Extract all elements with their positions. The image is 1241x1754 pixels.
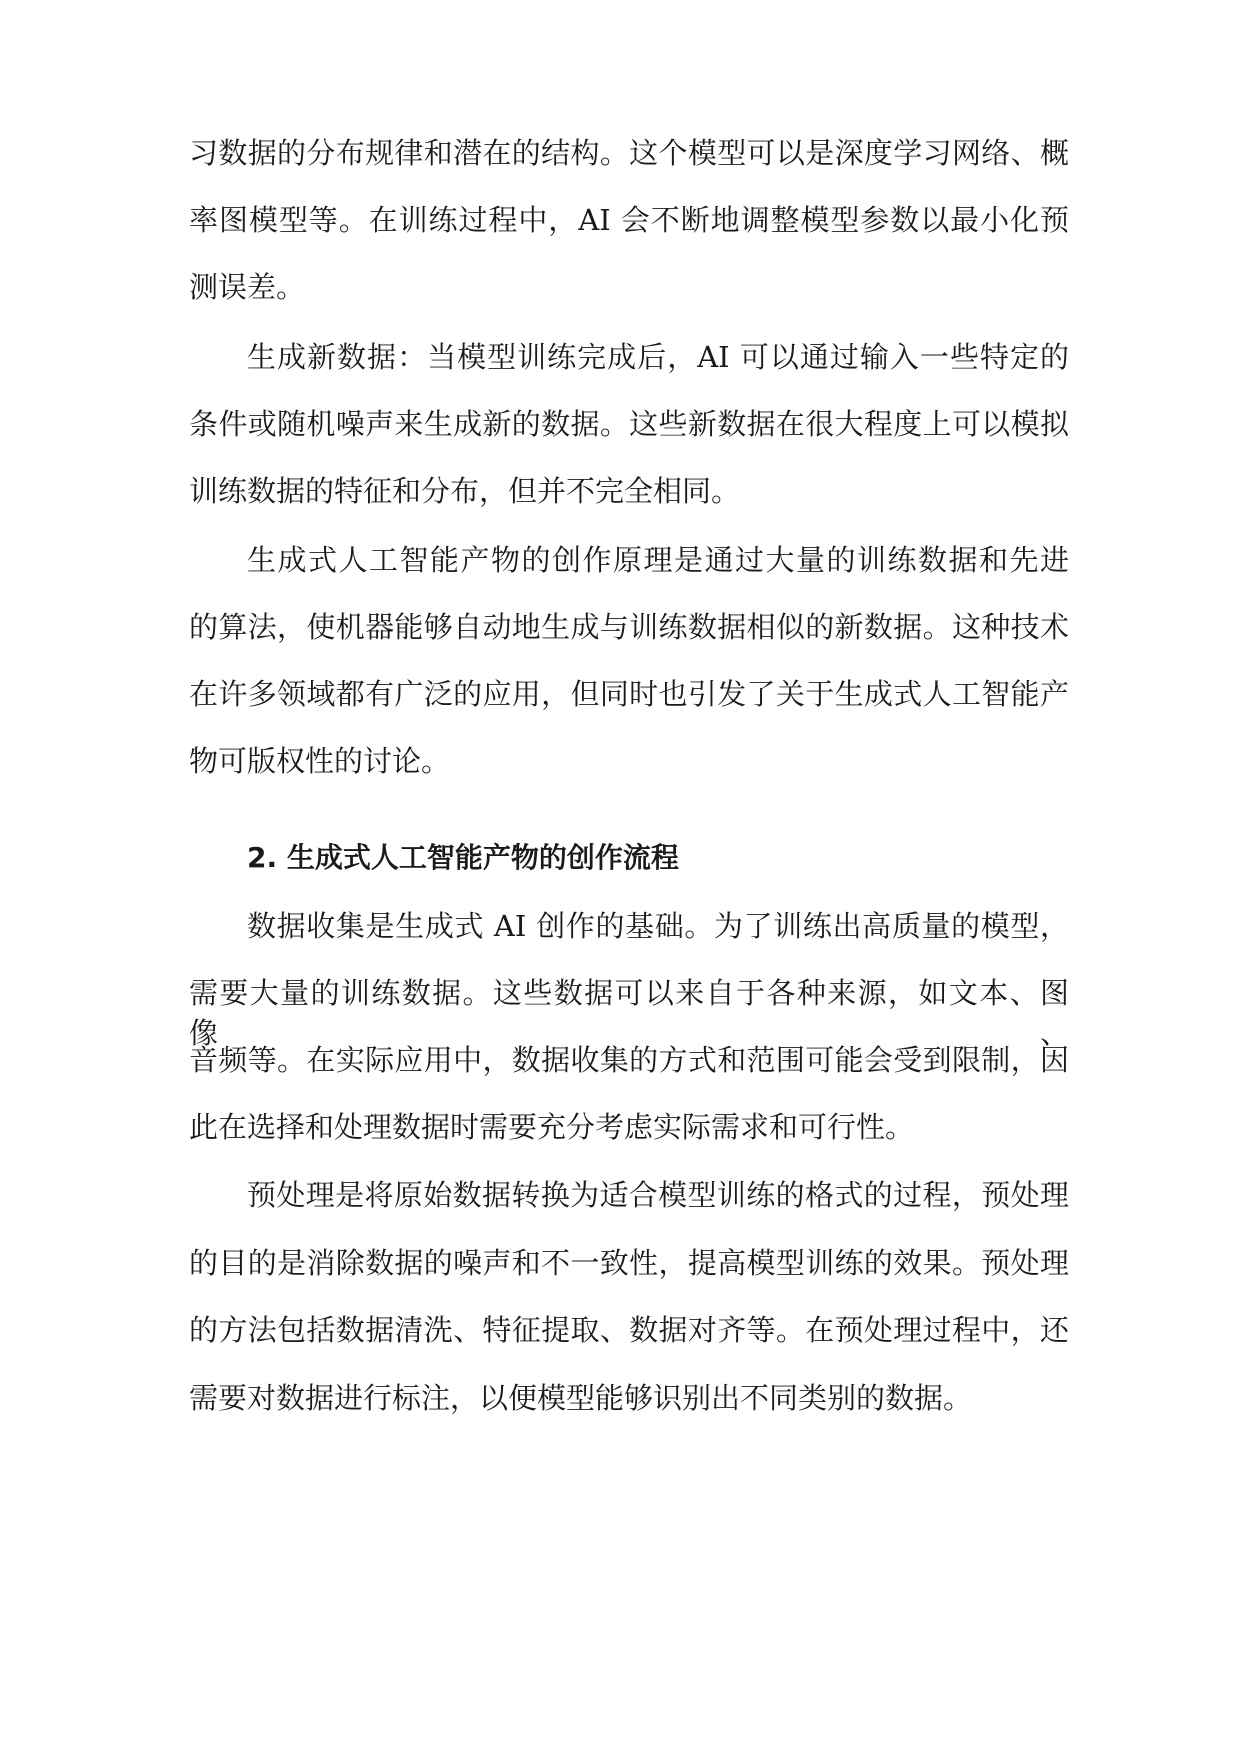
paragraph-line: 生成式人工智能产物的创作原理是通过大量的训练数据和先进 <box>247 543 1069 577</box>
paragraph-line: 的算法，使机器能够自动地生成与训练数据相似的新数据。这种技术 <box>189 610 1069 644</box>
paragraph-line: 习数据的分布规律和潜在的结构。这个模型可以是深度学习网络、概 <box>189 136 1069 170</box>
paragraph-line: 预处理是将原始数据转换为适合模型训练的格式的过程，预处理 <box>247 1178 1069 1212</box>
paragraph-line: 率图模型等。在训练过程中，AI 会不断地调整模型参数以最小化预 <box>189 203 1069 237</box>
paragraph-line: 需要对数据进行标注，以便模型能够识别出不同类别的数据。 <box>189 1381 973 1415</box>
paragraph-line: 需要大量的训练数据。这些数据可以来自于各种来源，如文本、图像、 <box>189 976 1069 1050</box>
paragraph-line: 条件或随机噪声来生成新的数据。这些新数据在很大程度上可以模拟 <box>189 407 1069 441</box>
paragraph-line: 此在选择和处理数据时需要充分考虑实际需求和可行性。 <box>189 1110 915 1144</box>
paragraph-line: 数据收集是生成式 AI 创作的基础。为了训练出高质量的模型， <box>247 909 1069 943</box>
paragraph-line: 在许多领域都有广泛的应用，但同时也引发了关于生成式人工智能产 <box>189 677 1069 711</box>
paragraph-line: 测误差。 <box>189 270 306 304</box>
paragraph-line: 的目的是消除数据的噪声和不一致性，提高模型训练的效果。预处理 <box>189 1246 1069 1280</box>
paragraph-line: 训练数据的特征和分布，但并不完全相同。 <box>189 474 741 508</box>
paragraph-line: 物可版权性的讨论。 <box>189 744 451 778</box>
paragraph-line: 音频等。在实际应用中，数据收集的方式和范围可能会受到限制，因 <box>189 1043 1069 1077</box>
paragraph-line: 的方法包括数据清洗、特征提取、数据对齐等。在预处理过程中，还 <box>189 1313 1069 1347</box>
section-heading: 2. 生成式人工智能产物的创作流程 <box>247 841 679 874</box>
paragraph-line: 生成新数据：当模型训练完成后，AI 可以通过输入一些特定的 <box>247 340 1069 374</box>
